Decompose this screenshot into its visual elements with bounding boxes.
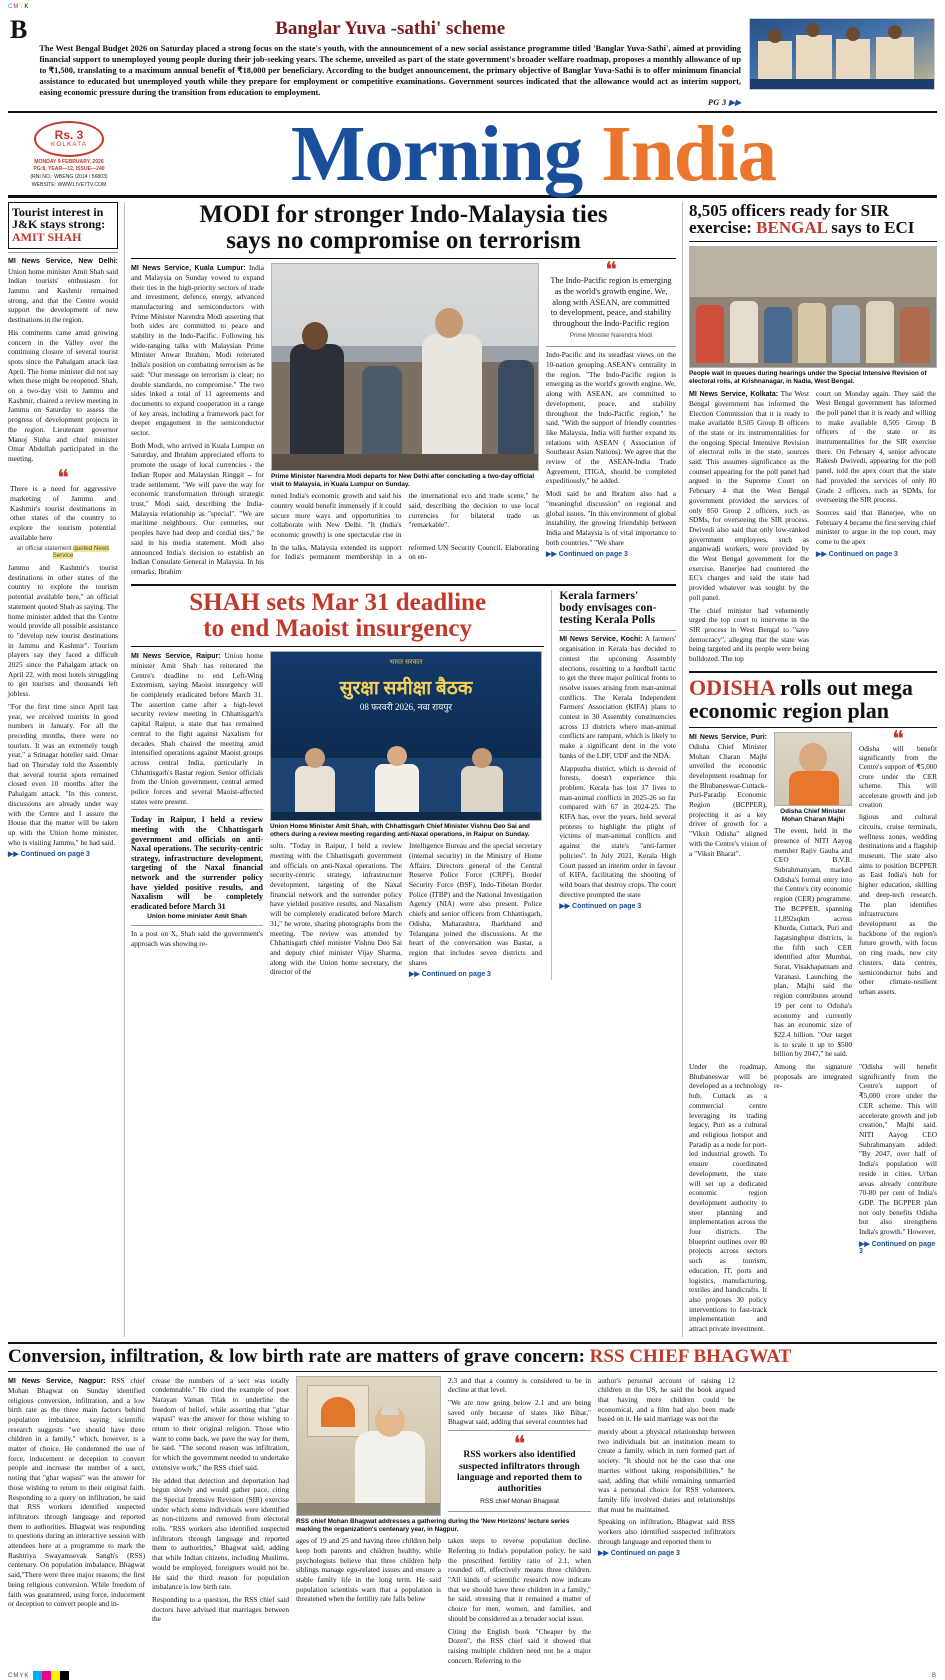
modi-para-5: Indo-Pacific and its steadfast views on the 10-nation grouping ASEAN's centrality in the region. "The Indo-Pacific region is emerging as the world's growth engine. We, along with ASEAN, are committed to development, peace, and stability throughout the Indo-Pacific region," he said. "With the support of friendly countries like Malaysia, India will further expand its relations with ASEAN ( Association of Southeast Asian Nations). We agree that the review of the ASEAN-India Trade Agreement, ITIGA, should be completed expeditiously," he added. (546, 350, 676, 486)
rss-para-10: author's personal account of raising 12 children in the US, he said the book argued that having more children could be economical, and a film had also been made based on it. He said marriage was not the (598, 1375, 735, 1424)
jk-para-1: MI News Service, New Delhi: Union home minister Amit Shah said Indian tourists' enthusiasm for Jammu and Kashmir remained strong, and that the Centre would support the development of new destinations in the region. (8, 258, 118, 325)
modi-headline-line1: MODI for stronger Indo-Malaysia ties (199, 200, 608, 228)
top-lead-block (8, 15, 937, 113)
odisha-para-3: ligious and cultural circuits, cruise terminals, wellness zones, wedding destinations and a flagship museum. The state also aims to position BCPPER as East India's hub for higher education, skilling and deep-tech research. The plan identifies infrastructure development as the backbone of the region's future growth, with focus on ring roads, new city clusters, data centres, semiconductor hubs and other climate-resilient urban assets. (859, 812, 937, 996)
rss-para-3: He added that detection and deportation had begun slowly and would gather pace, citing the Special Intensive Revision (SIR) exercise under which some individuals were identified as non-citizens and removed from electoral rolls. "RSS workers also identified suspected infiltrators through language and reported them to authorities," Bhagwat said, adding that while Indian citizens, including Muslims, would be employed, foreigners would not be. He said the third reason for population imbalance is low birth rate. (152, 1475, 289, 1592)
website-line[interactable]: WEBSITE: WWW.LIVE7TV.COM (31, 181, 107, 188)
sir-para-1: MI News Service, Kolkata: The West Bengal government has informed the Election Commission that it is ready to make available 8,505 Group B officers of the state or its instrumentalities for the ongoing Special Intensive Revision of electoral rolls in the state, sources said. This assumes significance as the counsel appearing for the poll panel had argued in the Supreme Court on February 4 that the West Bengal government provided the services of only 850 Group 2 officers, such as SDMs, for overseeing the SIR process. Dwivedi also said that only low-ranked government employees, such as anganwadi workers, were provided by the West Bengal government for the exercise. Banerjee had countered the EC's charges and said the state had provided whatever was sought by the poll panel. (689, 388, 809, 602)
rss-para-8: taken steps to reverse population decline. Referring to India's population policy, he said the prescribed fertility ratio of 2.1, when rounded off, effectively means three children. "All kinds of scientific research now indicate that we should have three children in a family," he said, stressing that it remained a matter of choice for men, women, and families, and should be considered as a broader social issue. (448, 1536, 591, 1623)
kerala-continued[interactable]: ▶▶ Continued on page 3 (559, 903, 642, 911)
jk-continued[interactable]: ▶▶ Continued on page 3 (8, 851, 90, 859)
modi-para-2: Both Modi, who arrived in Kuala Lumpur on Saturday, and Ibrahim appreciated efforts to promote the usage of local currencies - the Indian Rupee and Malaysian Ringgit -- for trade settlement. "We will pave the way for economic transformation through strategic trust," Modi said, describing the India-Malaysia relationship as "special". "We are maritime neighbours. Our centuries, our peoples have had deep and cordial ties," he said in his media statement. Modi also announced India's decision to establish an Indian Consulate General in Malaysia. In his remarks, Ibrahim (131, 440, 264, 576)
modi-continued[interactable]: ▶▶ Continued on page 3 (546, 551, 628, 559)
rss-para-11: merely about a physical relationship between two individuals but an institution meant to create a family, which in turn formed part of society. "It should not be the case that one marries without taking responsibilities," he said, adding that while remaining unmarried was a personal choice for RSS volunteers, family life involved duties and relationships that must be maintained. (598, 1427, 735, 1514)
right-column (689, 202, 937, 1337)
masthead (8, 113, 937, 197)
modi-photo-caption: Prime Minister Narendra Modi departs for New Delhi after concluding a two-day official visit to Malaysia, in Kuala Lumpur on Sunday. (271, 472, 535, 488)
sir-para-4: Sources said that Banerjee, who on February 4 became the first serving chief minister to argue in the top court, may come to the apex (816, 507, 936, 547)
odisha-continued[interactable]: ▶▶ Continued on page 3 (859, 1240, 936, 1255)
kerala-para-2: Alappuzha district, which is devoid of forests, doesn't experience this problem. Kerala has lost 17 lives to man-animal conflicts in 2025-26 so far compared with 67 in 2024-25. The KIFA has, over the years, held several protests to highlight the plight of victims of man-animal conflicts and against the state's "anti-farmer policies". In July 2021, Kerala High Court passed an interim order in favour of KIFA, facilitating the shooting of wild boars that destroy crops. The court directive prompted the state (559, 763, 676, 899)
sir-para-2: The chief minister had vehemently urged the top court to intervene in the SIR process in West Bengal to "save democracy", alleging that the state was being targeted and its people were being bulldozed. The top (689, 605, 809, 664)
jk-pullquote (8, 464, 118, 563)
page-ref-label: PG 3 (708, 98, 727, 108)
top-lead-photo (749, 18, 935, 90)
odisha-para-1: MI News Service, Puri: Odisha Chief Minister Mohan Charan Majhi unveiled the economic development roadmap for the Bhubaneswar-Cuttack-Puri-Paradip Economic Region (BCPPER), projecting it as a key driver of growth for a "Viksit Odisha" aligned with the Centre's vision of a "Viksit Bharat". (689, 733, 767, 858)
print-color-marks (8, 4, 937, 18)
modi-para-6: Modi said he and Ibrahim also had a "meaningful discussion" on regional and global issues. "In this environment of global instability, the growing friendship between India and Malaysia is of vital importance to both countries." "We share (546, 489, 676, 547)
rss-pullquote (448, 1431, 591, 1508)
jk-pullquote-text: There is a need for aggressive marketing of Jammu and Kashmir's tourist destinations in other states of the country to explore the tourism potential available here (10, 483, 116, 543)
jk-para-4: "For the first time since April last year, we received tourists in good numbers in January. For all the preceding months, there were no tourists. It was an extremely tough year," a Srinagar hotelier said. Omar had on Thursday told the Assembly that several tourist spots remained closed even 10 months after the Pahalgam attack. "In this context, discussions are already under way with the Centre and I assure the House that the matter will be taken up with the Union home minister, who is visiting Jammu," he had said. (8, 701, 118, 847)
sir-continued[interactable]: ▶▶ Continued on page 3 (816, 550, 898, 558)
jk-headline-line1: Tourist interest in (12, 204, 104, 219)
top-lead-headline: Banglar Yuva -sathi' scheme (275, 18, 506, 39)
color-swatches (33, 1671, 69, 1680)
shah-byline: MI News Service, Raipur: (131, 652, 221, 660)
modi-headline-line2: says no compromise on terrorism (226, 226, 581, 254)
masthead-meta (8, 121, 130, 190)
modi-para-3: noted India's economic growth and said his country would benefit immensely if it could secure more ways and opportunities to collaborate with New Delhi. "It (India's economic growth) is one spectacular rise in the international eco and trade scene," he said, describing the decision to use local currencies for bilateral trade as "remarkable". (271, 491, 539, 539)
shah-headline (131, 590, 544, 642)
rss-headline-red: RSS CHIEF BHAGWAT (589, 1345, 792, 1367)
masthead-logo (130, 111, 937, 199)
page-letter: B (10, 15, 28, 44)
footer-page-letter: B (931, 1672, 937, 1679)
shah-photo-caption: Union Home Minister Amit Shah, with Chhattisgarh Chief Minister Vishnu Deo Sai and others during a review meeting regarding anti-Naxal operations, in Raipur on Sunday. (270, 822, 530, 838)
jk-headline-line3: AMIT SHAH (12, 229, 82, 244)
jk-tourism-story (8, 202, 118, 250)
rss-para-6: "We are now going below 2.1 and are being saved only because of states like Bihar," Bhagwat said, adding that several countries had (448, 1397, 591, 1427)
odisha-para-6: "Odisha will benefit significantly from the Centre's support of ₹5,000 crore under the CER scheme. This will accelerate growth and job creation," Majhi said. NITI Aayog CEO Subrahmanyam added: "By 2047, over half of India's population will reside in cities. Urban areas already contribute 70-80 per cent of India's GDP. The BCPPER plan not only benefits Odisha but also strengthens India's growth." However, (859, 1062, 937, 1237)
rss-para-2: crease the numbers of a sect was totally condemnable." He cited the example of poet Narayan Vaman Tilak to underline the freedom of belief, while asserting that "ghar wapasi" was the answer for those wishing to return to their original religion. Those who want to come back, we pave the way for them, he said. "The second reason was infiltration, for which the government needed to undertake extensive work," the RSS chief said. (152, 1375, 289, 1472)
odisha-pullquote (859, 725, 937, 813)
chevron-right-icon: ▶▶ (728, 98, 741, 108)
footer-cmyk: CMYK (8, 1672, 30, 1679)
rss-photo-caption: RSS chief Mohan Bhagwat addresses a gathering during the 'New Horizons' lecture series marking the organization's centenary year, in Nagpur. (296, 1517, 570, 1533)
modi-para-1: MI News Service, Kuala Lumpur: India and Malaysia on Sunday vowed to expand their ties in the high-priority sectors of trade and investment, defence, energy, advanced manufacturing and semiconductors with Prime Minister Narendra Modi asserting that both sides are committed to peace and stability in the Indo-Pacific. Following his wide-ranging talks with Malaysian Prime Minister Anwar Ibrahim, Modi reiterated India's position on combating terrorism as he said: "Our message on terrorism is clear; no double standards, no compromise." The two sides inked a total of 11 agreements and documents to expand cooperation in a range of key areas, including a framework pact for deeper engagement in the semiconductor sector. (131, 262, 264, 438)
cmyk-marks: CMYK (8, 4, 30, 10)
main-grid (8, 202, 937, 1337)
shah-banner-top: भारत सरकार (389, 658, 423, 666)
sir-headline-line2: exercise: (689, 218, 752, 238)
modi-pullquote-text: The Indo-Pacific region is emerging as the world's growth engine. We, along with ASEAN, are committed to development, peace, and stability throughout the Indo-Pacific region (550, 275, 672, 329)
shah-banner-sub: 08 फरवरी 2026, नवा रायपुर (359, 701, 453, 712)
rss-para-1: MI News Service, Nagpur: RSS chief Mohan Bhagwat on Sunday identified religious conversion, infiltration, and a low birth rate as the three main factors behind population imbalance, saying scientific research suggests "we should have three children in a family," which, however, is a matter of choice. He condemned the use of force, inducement or deception to convert people and increase the number of a sect, noting that "ghar wapasi" was the answer for those wishing to return to their original faith. Responding to a query on infiltration, he said that RSS workers identified suspected infiltrators through language and reported them to authorities. Bhagwat was responding to questions during an interactive session with attendees here at a programme to mark the Rashtriya Swayamsevak Sangh's (RSS) centenary. On population imbalance, Bhagwat said,"There were three major reasons; the first being religious conversion. While freedom of faith was guaranteed, using force, inducement or deception to convert people and in- (8, 1375, 146, 1609)
shah-headline-line2: to end Maoist insurgency (203, 614, 473, 642)
odisha-para-4: Under the roadmap, Bhubaneswar will be developed as a technology hub, Cuttack as a commercial centre leveraging its trading legacy, Puri as a cultural and religious hotspot and Paradip as a node for port-led industrial growth. To ensure coordinated development, the state will set up a dedicated economic region development authority to steer planning and implementation across the four districts. The blueprint outlines over 80 projects across sectors such as tourism, education, IT, ports and logistics, manufacturing, textiles and handicrafts. It also proposes 30 policy interventions to fast-track implementation and attract private investment. (689, 1062, 767, 1334)
quote-open-icon: ❝ (57, 464, 69, 490)
rss-continued[interactable]: ▶▶ Continued on page 3 (598, 1550, 680, 1558)
rss-photo (296, 1376, 441, 1516)
footer-strip (8, 1671, 937, 1680)
rni-line: (RNI NO.: WBENG /2014 / 56803) (30, 173, 108, 180)
jk-pullquote-attr: an official statement (16, 545, 72, 552)
bottom-story (8, 1342, 937, 1669)
shah-pullquote: Today in Raipur, I held a review meeting with the Chhattisgarh government and officials on anti-Naxal operations. The security-centric strategy, infrastructure development, targeting of the Naxal financial network and the surrender policy have yielded positive results, and Naxalism will be completely eradicated before March 31 Union home minister Amit Shah (131, 815, 263, 921)
rss-para-12: Speaking on infiltration, Bhagwat said RSS workers also identified suspected infiltrators through language and reported them to (598, 1517, 735, 1546)
logo-word-india: India (601, 111, 777, 199)
shah-banner-title: सुरक्षा समीक्षा बैठक (339, 677, 473, 699)
odisha-photo-caption: Odisha Chief Minister Mohan Charan Majhi (780, 807, 846, 823)
sir-photo (689, 246, 937, 368)
sir-headline (689, 202, 937, 237)
modi-para-4: In the talks, Malaysia extended its support for India's permanent membership in a reformed UN Security Council. Elaborating on en- (271, 542, 539, 562)
sir-headline-bengal: BENGAL (756, 218, 828, 238)
rss-headline-main: Conversion, infiltration, & low birth rate are matters of grave concern: (8, 1345, 585, 1367)
shah-para-3: sults. "Today in Raipur, I held a review meeting with the Chhattisgarh government and officials on anti-Naxal operations. The security-centric strategy, infrastructure development, targeting of the Naxal financial network and the surrender policy have yielded positive results, and Naxalism will be completely eradicated before March 31," he wrote, sharing photographs from the meeting. The review was attended by Chhattisgarh chief minister Vishnu Deo Sai and deputy chief minister Vijay Sharma, along with the Union home secretary, the director of the (270, 841, 402, 977)
left-column (8, 202, 118, 1337)
kerala-headline: Kerala farmers' body envisages con- testing Kerala Polls (559, 589, 657, 627)
quote-open-icon: ❝ (513, 1431, 526, 1457)
rss-para-4: Responding to a question, the RSS chief said doctors have advised that marriages between the (152, 1594, 289, 1624)
jk-para-3: Jammu and Kashmir's tourist destinations in other states of the country to explore the tourism potential available here," an official statement quoted Shah as saying. The home minister added that the Centre would provide all possible assistance to "develop new tourist destinations in Jammu and Kashmir". Tourism players say they faced a difficult 2025 since the Pahalgam attack on April 22, with most hotels struggling to get tourists and thousands left jobless. (8, 563, 118, 699)
sir-byline: MI News Service, Kolkata: (689, 390, 779, 398)
kerala-story (559, 590, 676, 981)
quote-open-icon: ❝ (605, 256, 617, 282)
shah-para-1: MI News Service, Raipur: Union home minister Amit Shah has reiterated the Centre's deadline to end Left-Wing Extremism, saying Maoist insurgency will be completely eradicated before March 31. The assertion came after a high-level security review meeting in Chhattisgarh's capital Raipur, a state that has remained central to the fight against Naxalism for decades. Shah chaired the meeting amid intensified operations against Maoist groups across central India, particularly in Chhattisgarh's Bastar region. Senior officials from the Union government, central armed police forces and several Maoist-affected states were present. (131, 650, 263, 806)
odisha-byline: MI News Service, Puri: (689, 733, 767, 741)
top-lead-body: The West Bengal Budget 2026 on Saturday placed a strong focus on the state's youth, with the announcement of a new social assistance programme titled 'Banglar Yuva-Sathi', aimed at providing financial support to unemployed young people during their job-seeking years. The scheme, unveiled as part of the state government's broader welfare roadmap, proposes a monthly allowance of up to ₹1,500, translating to a maximum annual benefit of ₹18,000 per beneficiary. According to the budget announcement, the primary objective of Banglar Yuva-Sathi is to offer minimum financial assistance to educated but unemployed youth while they prepare for employment or competitive examinations. Government sources indicated that the allowance would act as interim support, easing economic pressure during the transition from education to employment. (39, 44, 741, 98)
odisha-cm-photo (774, 732, 852, 806)
modi-byline: MI News Service, Kuala Lumpur: (131, 264, 246, 272)
shah-para-4: Intelligence Bureau and the special secretary (internal security) in the Ministry of Home Affairs. Directors general of the Central Reserve Police Force (CRPF), Border Security Force (BSF), Indo-Tibetan Border Police (ITBP) and the National Investigation Agency (NIA) were also present. Police chiefs and senior officers from Chhattisgarh, Odisha, Maharashtra, Jharkhand and Telangana joined the discussions. At the heart of the conversation was Bastar, a region that includes seven districts and shares (409, 841, 542, 967)
kerala-para-1: MI News Service, Kochi: A farmers' organisation in Kerala has decided to contest the upcoming Assembly elections, resorting to a hardball tactic to get the three major political fronts to resolve issues arising from man-animal conflicts. The Kerala Independent Farmers' Association (KIFA) plans to contest in 30 Assembly constituencies across 13 districts where man-animal conflicts are rampant, which is likely to make a significant dent in the vote banks of the LDF, UDF and the NDA. (559, 633, 677, 760)
shah-continued[interactable]: ▶▶ Continued on page 3 (409, 971, 491, 979)
top-lead-page-ref[interactable] (39, 98, 741, 107)
shah-para-2: In a post on X, Shah said the government's approach was showing re- (131, 929, 263, 949)
jk-headline-line2: J&K stays strong: (12, 217, 106, 232)
jk-para-2: His comments came amid growing concern in the Valley over the continuing closure of several tourist spots since the Pahalgam attack last April. The home minister did not say when these might be reopened. Shah, on a two-day visit to Jammu and Kashmir, chaired a review meeting in Jammu on Saturday to assess the progress of development projects in the region. Lieutenant governor Manoj Sinha and chief minister Omar Abdullah participated in the meeting. (8, 327, 118, 463)
rss-pullquote-attr: RSS chief Mohan Bhagwat (480, 1497, 559, 1505)
modi-pullquote (546, 256, 676, 344)
edition-city: KOLKATA (50, 140, 88, 148)
jk-headline (12, 206, 114, 244)
price-badge (34, 121, 104, 157)
sir-photo-caption: People wait in queues during hearings under the Special Intensive Revision of electoral rolls, at Krishnanagar, in Nadia, West Bengal. (689, 369, 927, 386)
publication-date: MONDAY 9 FEBRUARY, 2026 (34, 158, 104, 165)
modi-headline (131, 202, 676, 254)
rss-para-5: 2.3 and that a country is considered to be in decline at that level. (448, 1375, 591, 1395)
rss-para-7: ages of 19 and 25 and having three children help keep both parents and children healthy, while psychologists believe that three children help siblings manage ego-related issues and ensure a stable family life in the long term. He said population scientists warn that a population is threatened when the fertility rate falls below (296, 1536, 441, 1604)
sir-para-3: court on Monday again. They said the West Bengal government has informed the poll panel that it is ready and willing to make available 8,505 Group B officers of the state or its instrumentalities for the SIR exercise there. On February 4, senior advocate Rakesh Dwivedi, appearing for the poll panel, told the apex court that the state had provided the services of only 80 Grade 2 officers, such as SDMs, for overseeing the SIR process. (816, 388, 936, 505)
odisha-headline: ODISHA rolls out mega economic region plan (689, 674, 913, 723)
logo-word-morning: Morning (290, 111, 583, 199)
center-column (131, 202, 676, 1337)
odisha-para-2: The event, held in the presence of NITI Aayog member Rajiv Gauba and CEO B.V.R. Subrahmanyam, marked Odisha's formal entry into the Centre's city economic region (CER) programme. The BCPPER, spanning 11,892sqkm across Khurda, Cuttack, Puri and Jagatsinghpur districts, is the fifth such CER identified after Mumbai, Surat, Visakhapatnam and Varanasi. Launching the plan, Majhi said the region contributes around 19 per cent to Odisha's economy and currently has an economic size of $22.4 billion. "Our target is to scale it up to $500 billion by 2047," he said. (774, 826, 852, 1059)
issue-line: PG:8, YEAR—12, ISSUE—240 (33, 166, 105, 173)
odisha-pullquote-text: Odisha will benefit significantly from the Centre's support of ₹5,000 crore under the CER scheme. This will accelerate growth and job creation (859, 744, 937, 809)
price-value: Rs. 3 (54, 127, 84, 142)
rss-byline: MI News Service, Nagpur: (8, 1377, 106, 1385)
odisha-headline-word: ODISHA (689, 674, 775, 700)
modi-pullquote-attr: Prime Minister Narendra Modi (569, 332, 653, 340)
rss-headline (8, 1347, 937, 1367)
kerala-byline: MI News Service, Kochi: (559, 635, 643, 643)
sir-headline-line2c: says to ECI (831, 218, 915, 238)
jk-byline: MI News Service, New Delhi: (8, 258, 118, 266)
modi-photo (271, 263, 539, 471)
shah-pullquote-attr: Union home minister Amit Shah (147, 913, 247, 921)
odisha-para-5: Among the signature proposals are integrated re- (774, 1062, 852, 1091)
jk-pullquote-attr-highlight: quoted News Service (52, 545, 110, 559)
sir-headline-line1: 8,505 officers ready for SIR (689, 200, 890, 220)
shah-photo (270, 651, 542, 821)
quote-open-icon: ❝ (892, 725, 904, 751)
shah-headline-line1: SHAH sets Mar 31 deadline (189, 588, 487, 616)
rss-pullquote-text: RSS workers also identified suspected infiltrators through language and reported them to authorities (457, 1450, 582, 1495)
rss-para-9: Citing the English book "Cheaper by the Dozen", the RSS chief said it showed that raising multiple children need not be a major concern. Referring to the (448, 1626, 591, 1665)
